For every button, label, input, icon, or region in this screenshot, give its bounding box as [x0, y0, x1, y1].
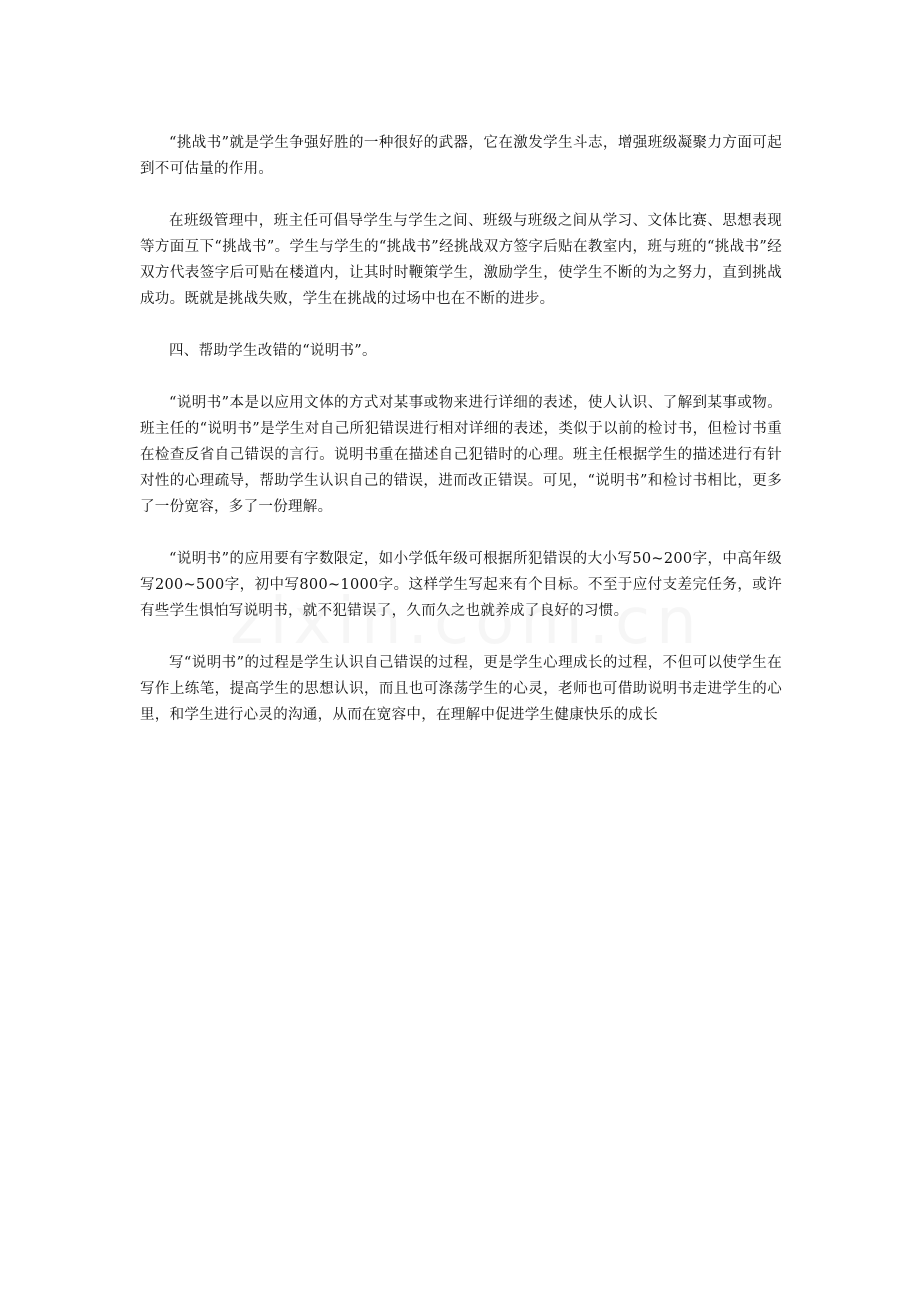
section-heading-four: 四、帮助学生改错的“说明书”。: [169, 343, 377, 359]
paragraph-challenge-letter-intro: “挑战书”就是学生争强好胜的一种很好的武器，它在激发学生斗志，增强班级凝聚力方面可起到不可估量的作用。: [140, 135, 782, 177]
paragraph-writing-process: 写“说明书”的过程是学生认识自己错误的过程，更是学生心理成长的过程，不但可以使学生在写作上练笔，提高学生的思想认识，而且也可涤荡学生的心灵，老师也可借助说明书走进学生的心里，和学生进行心灵的沟通，从而在宽容中，在理解中促进学生健康快乐的成长: [140, 655, 782, 723]
paragraph-instruction-letter-definition: “说明书”本是以应用文体的方式对某事或物来进行详细的表述，使人认识、了解到某事或物。班主任的“说明书”是学生对自己所犯错误进行相对详细的表述，类似于以前的检讨书，但检讨书重在检查反省自己错误的言行。说明书重在描述自己犯错时的心理。班主任根据学生的描述进行有针对性的心理疏导，帮助学生认识自己的错误，进而改正错误。可见，“说明书”和检讨书相比，更多了一份宽容，多了一份理解。: [140, 395, 782, 515]
paragraph-class-management: 在班级管理中，班主任可倡导学生与学生之间、班级与班级之间从学习、文体比赛、思想表现等方面互下“挑战书”。学生与学生的“挑战书”经挑战双方签字后贴在教室内，班与班的“挑战书”经双方代表签字后可贴在楼道内，让其时时鞭策学生，激励学生，使学生不断的为之努力，直到挑战成功。既就是挑战失败，学生在挑战的过场中也在不断的进步。: [140, 213, 782, 307]
document-body: [140, 130, 782, 754]
paragraph-word-limit: “说明书”的应用要有字数限定，如小学低年级可根据所犯错误的大小写50~200字，中高年级写200~500字，初中写800~1000字。这样学生写起来有个目标。不至于应付支差完任务，或许有些学生惧怕写说明书，就不犯错误了，久而久之也就养成了良好的习惯。: [140, 551, 782, 619]
